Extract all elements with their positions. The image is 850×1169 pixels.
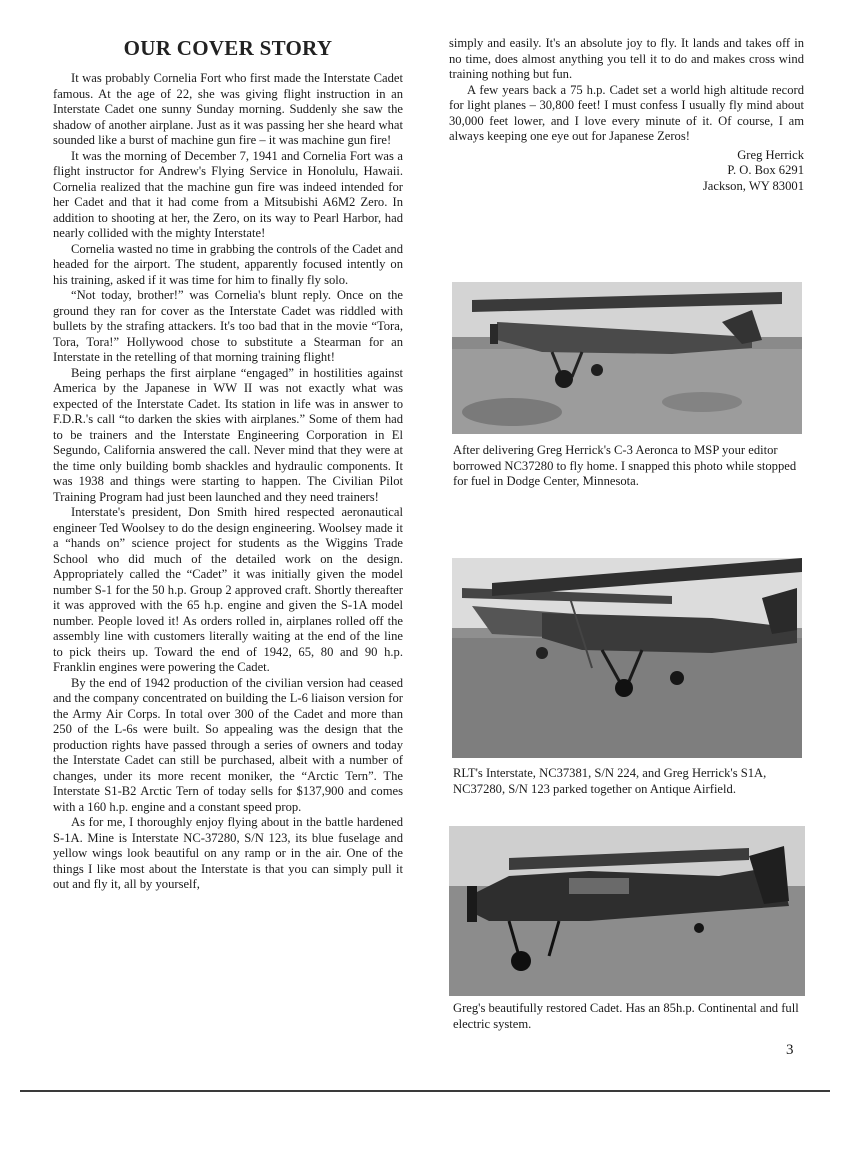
airplane-photo-image [452,558,802,758]
article-paragraph: It was the morning of December 7, 1941 and Cornelia Fort was a flight instructor for Andrew's Flying Service in Honolulu, Hawaii. Cornelia realized that the machine gun fire was indeed intended for her Cadet and that it had come from a Mitsubishi A6M2 Zero. In addition to shooting at her, the Zero, on its way to Pearl Harbor, had nearly collided with the mighty Interstate! [53,148,403,240]
article-paragraph: By the end of 1942 production of the civilian version had ceased and the company concentrated on building the L-6 liaison version for the Army Air Corps. In total over 300 of the Cadet and more than 250 of the L-6s were built. So appealing was the design that the production rights have passed through a series of owners and today the Interstate Cadet can still be purchased, albeit with a number of changes, under its more recent moniker, the “Arctic Tern”. The Interstate S1-B2 Arctic Tern of today sells for $137,900 and comes with a 160 h.p. engine and a constant speed prop. [53,675,403,814]
article-paragraph: simply and easily. It's an absolute joy to fly. It lands and takes off in no time, does almost anything you tell it to do and makes cross wind training nothing but fun. [449,36,804,81]
photo-caption: RLT's Interstate, NC37381, S/N 224, and Greg Herrick's S1A, NC37280, S/N 123 parked together on Antique Airfield. [453,766,767,796]
airplane-photo-image [452,282,802,434]
right-column [449,36,804,194]
photo-cadet-dodge-center [452,282,802,434]
author-address-line: Jackson, WY 83001 [702,178,804,193]
article-paragraph: A few years back a 75 h.p. Cadet set a world high altitude record for light planes – 30,800 feet! I must confess I usually fly mind about 30,000 feet lower, and I love every minute of it. Of course, I am always keeping one eye out for Japanese Zeros! [449,82,804,143]
photo-two-cadets-antique-airfield [452,558,802,758]
airplane-photo-image [449,826,805,996]
article-title: OUR COVER STORY [123,36,333,60]
article-paragraph: Cornelia wasted no time in grabbing the controls of the Cadet and headed for the airport. The student, apparently focused intently on his training, asked if it was time for him to finally fly solo. [53,241,403,287]
author-name: Greg Herrick [737,147,804,162]
article-paragraph: As for me, I thoroughly enjoy flying about in the battle hardened S-1A. Mine is Interstate NC-37280, S/N 123, its blue fuselage and yellow wings look beautiful on any ramp or in the air. One of the things I like most about the Interstate is that you can simply pull it out and fly it, all by yourself, [53,815,403,891]
article-paragraph: “Not today, brother!” was Cornelia's blunt reply. Once on the ground they ran for cover as the Interstate Cadet was riddled with bullets by the strafing attackers. It's too bad that in the movie “Tora, Tora, Tora!” Hollywood chose to substitute a Stearman for an Interstate in the retelling of that morning training flight! [53,288,403,364]
left-column [53,36,403,893]
author-signature [449,148,804,195]
author-address-line: P. O. Box 6291 [727,163,804,177]
photo-caption: After delivering Greg Herrick's C-3 Aeronca to MSP your editor borrowed NC37280 to fly home. I snapped this photo while stopped for fuel in Dodge Center, Minnesota. [453,443,797,488]
article-paragraph: Interstate's president, Don Smith hired respected aeronautical engineer Ted Woolsey to do the design engineering. Woolsey made it a “hands on” science project for students as the Wiggins Trade School who did much of the detailed work on the design. Appropriately called the “Cadet” it was initially given the model number S-1 for the 50 h.p. Group 2 approved craft. Shortly thereafter it was approved with the 65 h.p. engine and given the S-1A model number. People loved it! As orders rolled in, airplanes rolled off the assembly line with customers literally waiting at the end of the line to pick theirs up. Toward the end of 1942, 65, 80 and 90 h.p. Franklin engines were powering the Cadet. [53,505,403,674]
photo-restored-cadet [449,826,805,996]
photo-caption: Greg's beautifully restored Cadet. Has an 85h.p. Continental and full electric system. [453,1001,799,1031]
article-paragraph: Being perhaps the first airplane “engaged” in hostilities against America by the Japanese in WW II was not exactly what was expected of the Interstate Cadet. Its station in life was in answer to F.D.R.'s call “to darken the skies with airplanes.” Some of them had to be trainers and the Interstate Engineering Corporation in El Segundo, California answered the call. Never mind that they were at the time only building bomb shackles and hydraulic components. It was 1938 and things were starting to happen. The Civilian Pilot Training Program had just been launched and they need trainers! [53,365,403,504]
page-number: 3 [786,1042,794,1058]
footer-divider [20,1090,830,1092]
article-paragraph: It was probably Cornelia Fort who first made the Interstate Cadet famous. At the age of 22, she was giving flight instruction in an Interstate Cadet one sunny Sunday morning. Suddenly she saw the shadow of another airplane. Just as it was passing her she heard what sounded like a burst of machine gun fire – it was machine gun fire! [53,71,403,147]
